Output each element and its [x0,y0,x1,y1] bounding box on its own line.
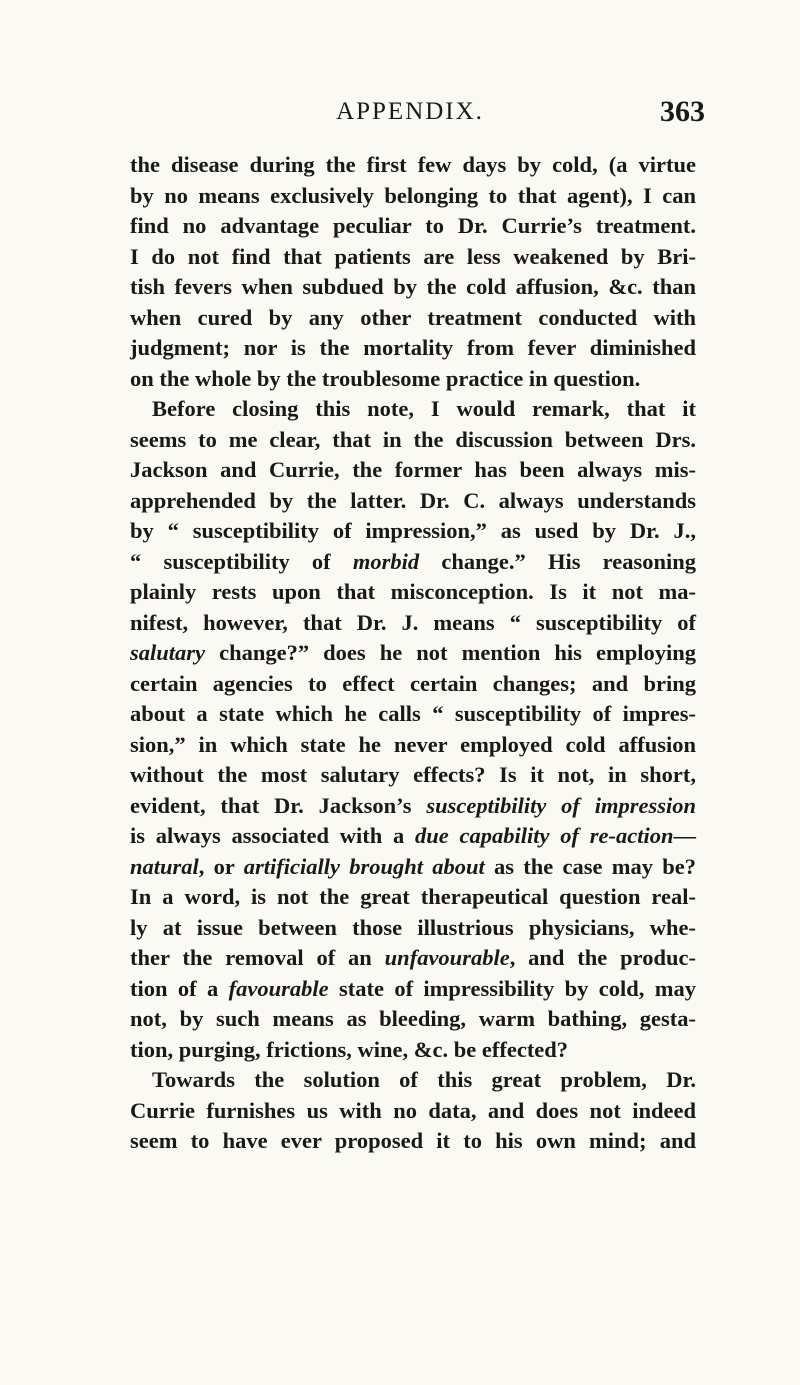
paragraph-1 [130,150,696,394]
page-number: 363 [660,95,705,128]
text-line: is always associated with a due capability of re-action— [130,823,696,848]
text-line: salutary change?” does he not mention his employing [130,640,696,665]
text-line: natural, or artificially brought about as the case may be? [130,853,696,879]
text-line: Jackson and Currie, the former has been always mis- [130,457,696,482]
text-line: about a state which he calls “ susceptibility of impres- [130,701,696,726]
text-line: I do not find that patients are less weakened by Bri- [130,243,696,269]
text-line: ly at issue between those illustrious physicians, whe- [130,914,696,940]
text-line: tion of a favourable state of impressibility by cold, may [130,975,697,1001]
paragraph-3 [130,1065,696,1157]
running-head: APPENDIX. [336,98,484,125]
text-line: seem to have ever proposed it to his own mind; and [130,1128,696,1153]
text-line: In a word, is not the great therapeutical question real- [130,884,696,909]
text-line: by “ susceptibility of impression,” as used by Dr. J., [130,518,696,543]
text-line: certain agencies to effect certain changes; and bring [130,670,696,696]
text-line: Towards the solution of this great problem, Dr. [152,1067,696,1092]
text-line: evident, that Dr. Jackson’s susceptibility of impression [130,792,696,818]
text-line: Currie furnishes us with no data, and does not indeed [130,1097,696,1123]
paragraph-2 [130,394,696,1065]
text-line: plainly rests upon that misconception. Is it not ma- [130,579,696,604]
text-line: without the most salutary effects? Is it not, in short, [130,762,696,787]
text-line: apprehended by the latter. Dr. C. always understands [130,487,696,513]
text-line: seems to me clear, that in the discussion between Drs. [130,426,696,452]
text-line: the disease during the first few days by cold, (a virtue [130,152,696,177]
text-line: tish fevers when subdued by the cold affusion, &c. than [130,274,696,299]
text-line: sion,” in which state he never employed cold affusion [130,731,696,757]
text-line: ther the removal of an unfavourable, and the produc- [130,945,696,970]
text-line: tion, purging, frictions, wine, &c. be effected? [130,1036,569,1062]
text-line: not, by such means as bleeding, warm bathing, gesta- [130,1006,696,1031]
text-line: when cured by any other treatment conducted with [130,304,696,330]
text-line: “ susceptibility of morbid change.” His reasoning [130,548,697,574]
text-line: judgment; nor is the mortality from fever diminished [130,335,696,360]
text-line: on the whole by the troublesome practice in question. [130,365,641,391]
text-line: by no means exclusively belonging to that agent), I can [130,182,696,208]
text-line: nifest, however, that Dr. J. means “ susceptibility of [130,609,696,635]
text-line: find no advantage peculiar to Dr. Currie’s treatment. [130,213,696,238]
body-text [130,150,696,1157]
text-line: Before closing this note, I would remark, that it [152,396,696,421]
